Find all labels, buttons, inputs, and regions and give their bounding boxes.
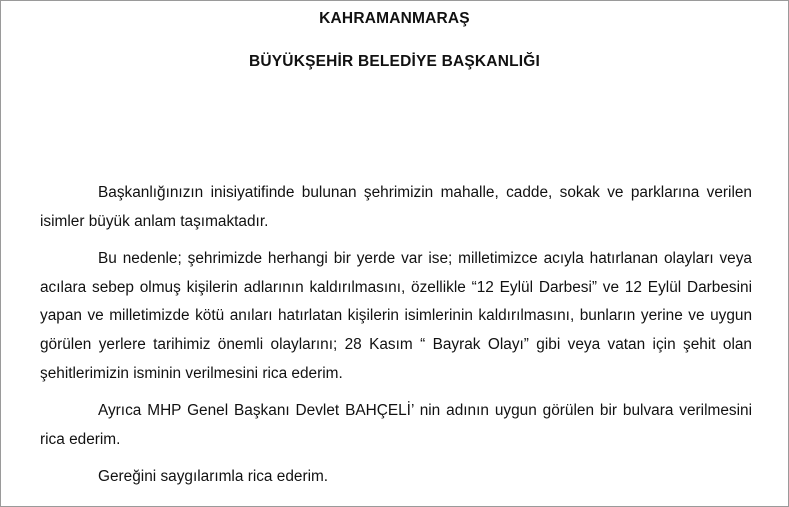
paragraph-boulevard-request: Ayrıca MHP Genel Başkanı Devlet BAHÇELİ’ nin adının uygun görülen bir bulvara verilmesini rica ederim. xyxy=(40,402,752,448)
recipient-city-heading: KAHRAMANMARAŞ xyxy=(319,10,470,27)
paragraph-street-names: Başkanlığınızın inisiyatifinde bulunan şehrimizin mahalle, cadde, sokak ve parklarına verilen isimler büyük anlam taşımaktadır. xyxy=(40,184,752,230)
paragraph-name-removal-request: Bu nedenle; şehrimizde herhangi bir yerde var ise; milletimizce acıyla hatırlanan olayları veya acılara sebep olmuş kişilerin adlarının kaldırılmasını, özellikle “12 Eylül Darbesi” ve 12 Eylül Darbesini yapan ve milletimizde kötü anıları hatırlatan kişilerin isimlerinin kaldırılmasını, bunların yerine ve uygun görülen yerlere tarihimiz önemli olaylarını; 28 Kasım “ Bayrak Olayı” gibi veya vatan için şehit olan şehitlerimizin isminin verilmesini rica ederim. xyxy=(40,250,752,382)
recipient-office-heading: BÜYÜKŞEHİR BELEDİYE BAŞKANLIĞI xyxy=(248,53,541,70)
paragraph-closing: Gereğini saygılarımla rica ederim. xyxy=(98,468,329,486)
letter-body xyxy=(40,179,752,492)
